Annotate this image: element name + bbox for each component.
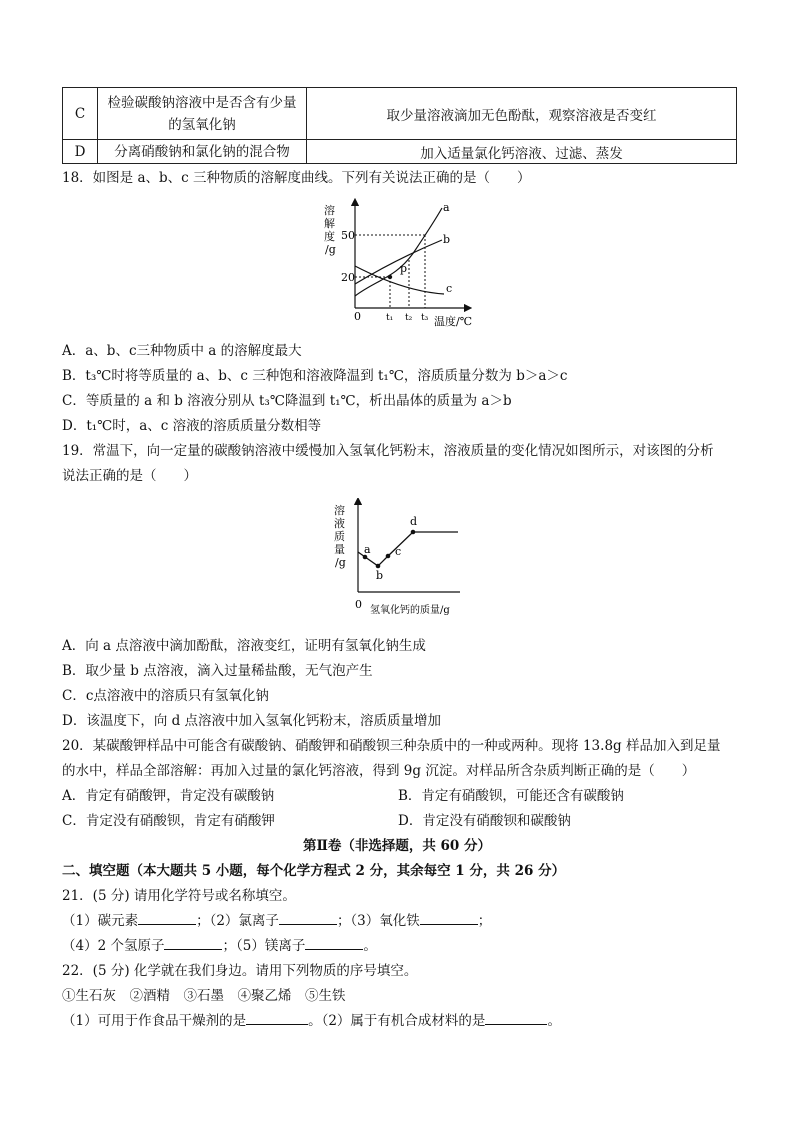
part-heading: 二、填空题（本大题共 5 小题，每个化学方程式 2 分，其余每空 1 分，共 26 分） (62, 863, 566, 879)
q22-stem: 22．(5 分) 化学就在我们身边。请用下列物质的序号填空。 (62, 963, 418, 979)
q21-item-5: ；（5）镁离子 (222, 938, 306, 954)
ylabel-char: 液 (334, 517, 345, 530)
row-label: C (63, 88, 98, 140)
solubility-chart (318, 198, 490, 332)
label-c: c (395, 545, 402, 558)
curve-a (355, 208, 442, 296)
q20-option-c: C．肯定没有硝酸钡，肯定有硝酸钾 (62, 813, 275, 829)
q21-stem: 21．(5 分) 请用化学符号或名称填空。 (62, 888, 296, 904)
q21-item-1: （1）碳元素 (62, 913, 139, 929)
q19-option-c: C．c点溶液中的溶质只有氢氧化钠 (62, 688, 269, 704)
q20-stem-line1: 20．某碳酸钾样品中可能含有碳酸钠、硝酸钾和硝酸钡三种杂质中的一种或两种。现将 13.8g 样品加入到足量 (62, 738, 721, 754)
ylabel-char: /g (335, 556, 346, 569)
answer-blank[interactable] (164, 936, 222, 950)
origin-label: 0 (354, 310, 361, 323)
q19-option-a: A．向 a 点溶液中滴加酚酞，溶液变红，证明有氢氧化钠生成 (62, 638, 426, 654)
q21-item-4: （4）2 个氢原子 (62, 938, 165, 954)
y-tick-20: 20 (341, 271, 355, 284)
y-axis-label (324, 203, 336, 256)
section-title: 第Ⅱ卷（非选择题，共 60 分） (302, 838, 492, 854)
options-table (62, 87, 737, 164)
table-row (63, 88, 737, 140)
q21-item-3: ；（3）氧化铁 (336, 913, 420, 929)
point-d (411, 530, 416, 535)
ylabel-char: 度 (324, 230, 335, 243)
q22-part-2: 。（2）属于有机合成材料的是 (308, 1013, 486, 1029)
origin-label: 0 (355, 598, 362, 611)
answer-blank[interactable] (420, 911, 478, 925)
label-b: b (376, 569, 384, 582)
q19-stem-line2: 说法正确的是（ ） (62, 468, 197, 484)
ylabel-char: 量 (334, 543, 345, 556)
q22-choices: ①生石灰 ②酒精 ③石墨 ④聚乙烯 ⑤生铁 (62, 988, 346, 1004)
label-a: a (443, 201, 450, 214)
q18-option-a: A．a、b、c三种物质中 a 的溶解度最大 (62, 343, 302, 359)
row-purpose: 检验碳酸钠溶液中是否含有少量的氢氧化钠 (98, 88, 307, 140)
q19-option-b: B．取少量 b 点溶液，滴入过量稀盐酸，无气泡产生 (62, 663, 373, 679)
x-tick-t3: t₃ (421, 313, 429, 323)
label-p: p (400, 262, 408, 275)
x-tick-t1: t₁ (386, 313, 394, 323)
label-b: b (443, 233, 451, 246)
q22-part-1: （1）可用于作食品干燥剂的是 (62, 1013, 247, 1029)
q21-line2 (62, 934, 377, 954)
answer-blank[interactable] (279, 911, 337, 925)
point-p (388, 275, 392, 279)
answer-blank[interactable] (305, 936, 363, 950)
label-a: a (364, 543, 371, 556)
q18-stem: 18．如图是 a、b、c 三种物质的溶解度曲线。下列有关说法正确的是（ ） (62, 170, 531, 186)
row-method: 取少量溶液滴加无色酚酞，观察溶液是否变红 (307, 88, 737, 140)
q20-option-a: A．肯定有硝酸钾，肯定没有碳酸钠 (62, 788, 275, 804)
q20-option-b: B．肯定有硝酸钡，可能还含有碳酸钠 (398, 788, 624, 804)
q21-end: 。 (363, 938, 377, 954)
table-row (63, 140, 737, 164)
solution-mass-chart (330, 498, 470, 620)
q22-end: 。 (547, 1013, 561, 1029)
ylabel-char: /g (325, 243, 336, 256)
point-c (386, 554, 391, 559)
q18-option-c: C．等质量的 a 和 b 溶液分别从 t₃℃降温到 t₁℃，析出晶体的质量为 a＞b (62, 393, 512, 409)
q21-sep: ； (477, 913, 492, 929)
x-tick-t2: t₂ (405, 313, 413, 323)
row-label: D (63, 140, 98, 164)
q22-line (62, 1009, 561, 1029)
q19-stem-line1: 19．常温下，向一定量的碳酸钠溶液中缓慢加入氢氧化钙粉末，溶液质量的变化情况如图所示，对该图的分析 (62, 443, 714, 459)
ylabel-char: 质 (334, 530, 345, 543)
point-b (376, 564, 381, 569)
q18-option-b: B．t₃℃时将等质量的 a、b、c 三种饱和溶液降温到 t₁℃，溶质质量分数为 b＞a＞c (62, 368, 568, 384)
y-tick-50: 50 (341, 229, 355, 242)
ylabel-char: 溶 (334, 504, 345, 517)
q19-option-d: D．该温度下，向 d 点溶液中加入氢氧化钙粉末，溶质质量增加 (62, 713, 442, 729)
y-axis-label (334, 503, 346, 569)
ylabel-char: 溶 (324, 204, 335, 217)
q21-line1 (62, 909, 491, 929)
label-c: c (446, 282, 453, 295)
q20-option-d: D．肯定没有硝酸钡和碳酸钠 (398, 813, 571, 829)
x-axis-label: 温度/℃ (434, 315, 473, 328)
answer-blank[interactable] (485, 1011, 547, 1025)
x-axis-label: 氢氧化钙的质量/g (370, 605, 450, 616)
label-d: d (410, 515, 418, 528)
q18-option-d: D．t₁℃时，a、c 溶液的溶质质量分数相等 (62, 418, 322, 434)
answer-blank[interactable] (246, 1011, 308, 1025)
row-method: 加入适量氯化钙溶液、过滤、蒸发 (307, 140, 737, 164)
mass-line (358, 532, 458, 566)
answer-blank[interactable] (138, 911, 196, 925)
q21-item-2: ；（2）氯离子 (196, 913, 279, 929)
row-purpose: 分离硝酸钠和氯化钠的混合物 (98, 140, 307, 164)
q20-stem-line2: 的水中，样品全部溶解：再加入过量的氯化钙溶液，得到 9g 沉淀。对样品所含杂质判断正确的是（ ） (62, 763, 696, 779)
ylabel-char: 解 (324, 217, 335, 230)
